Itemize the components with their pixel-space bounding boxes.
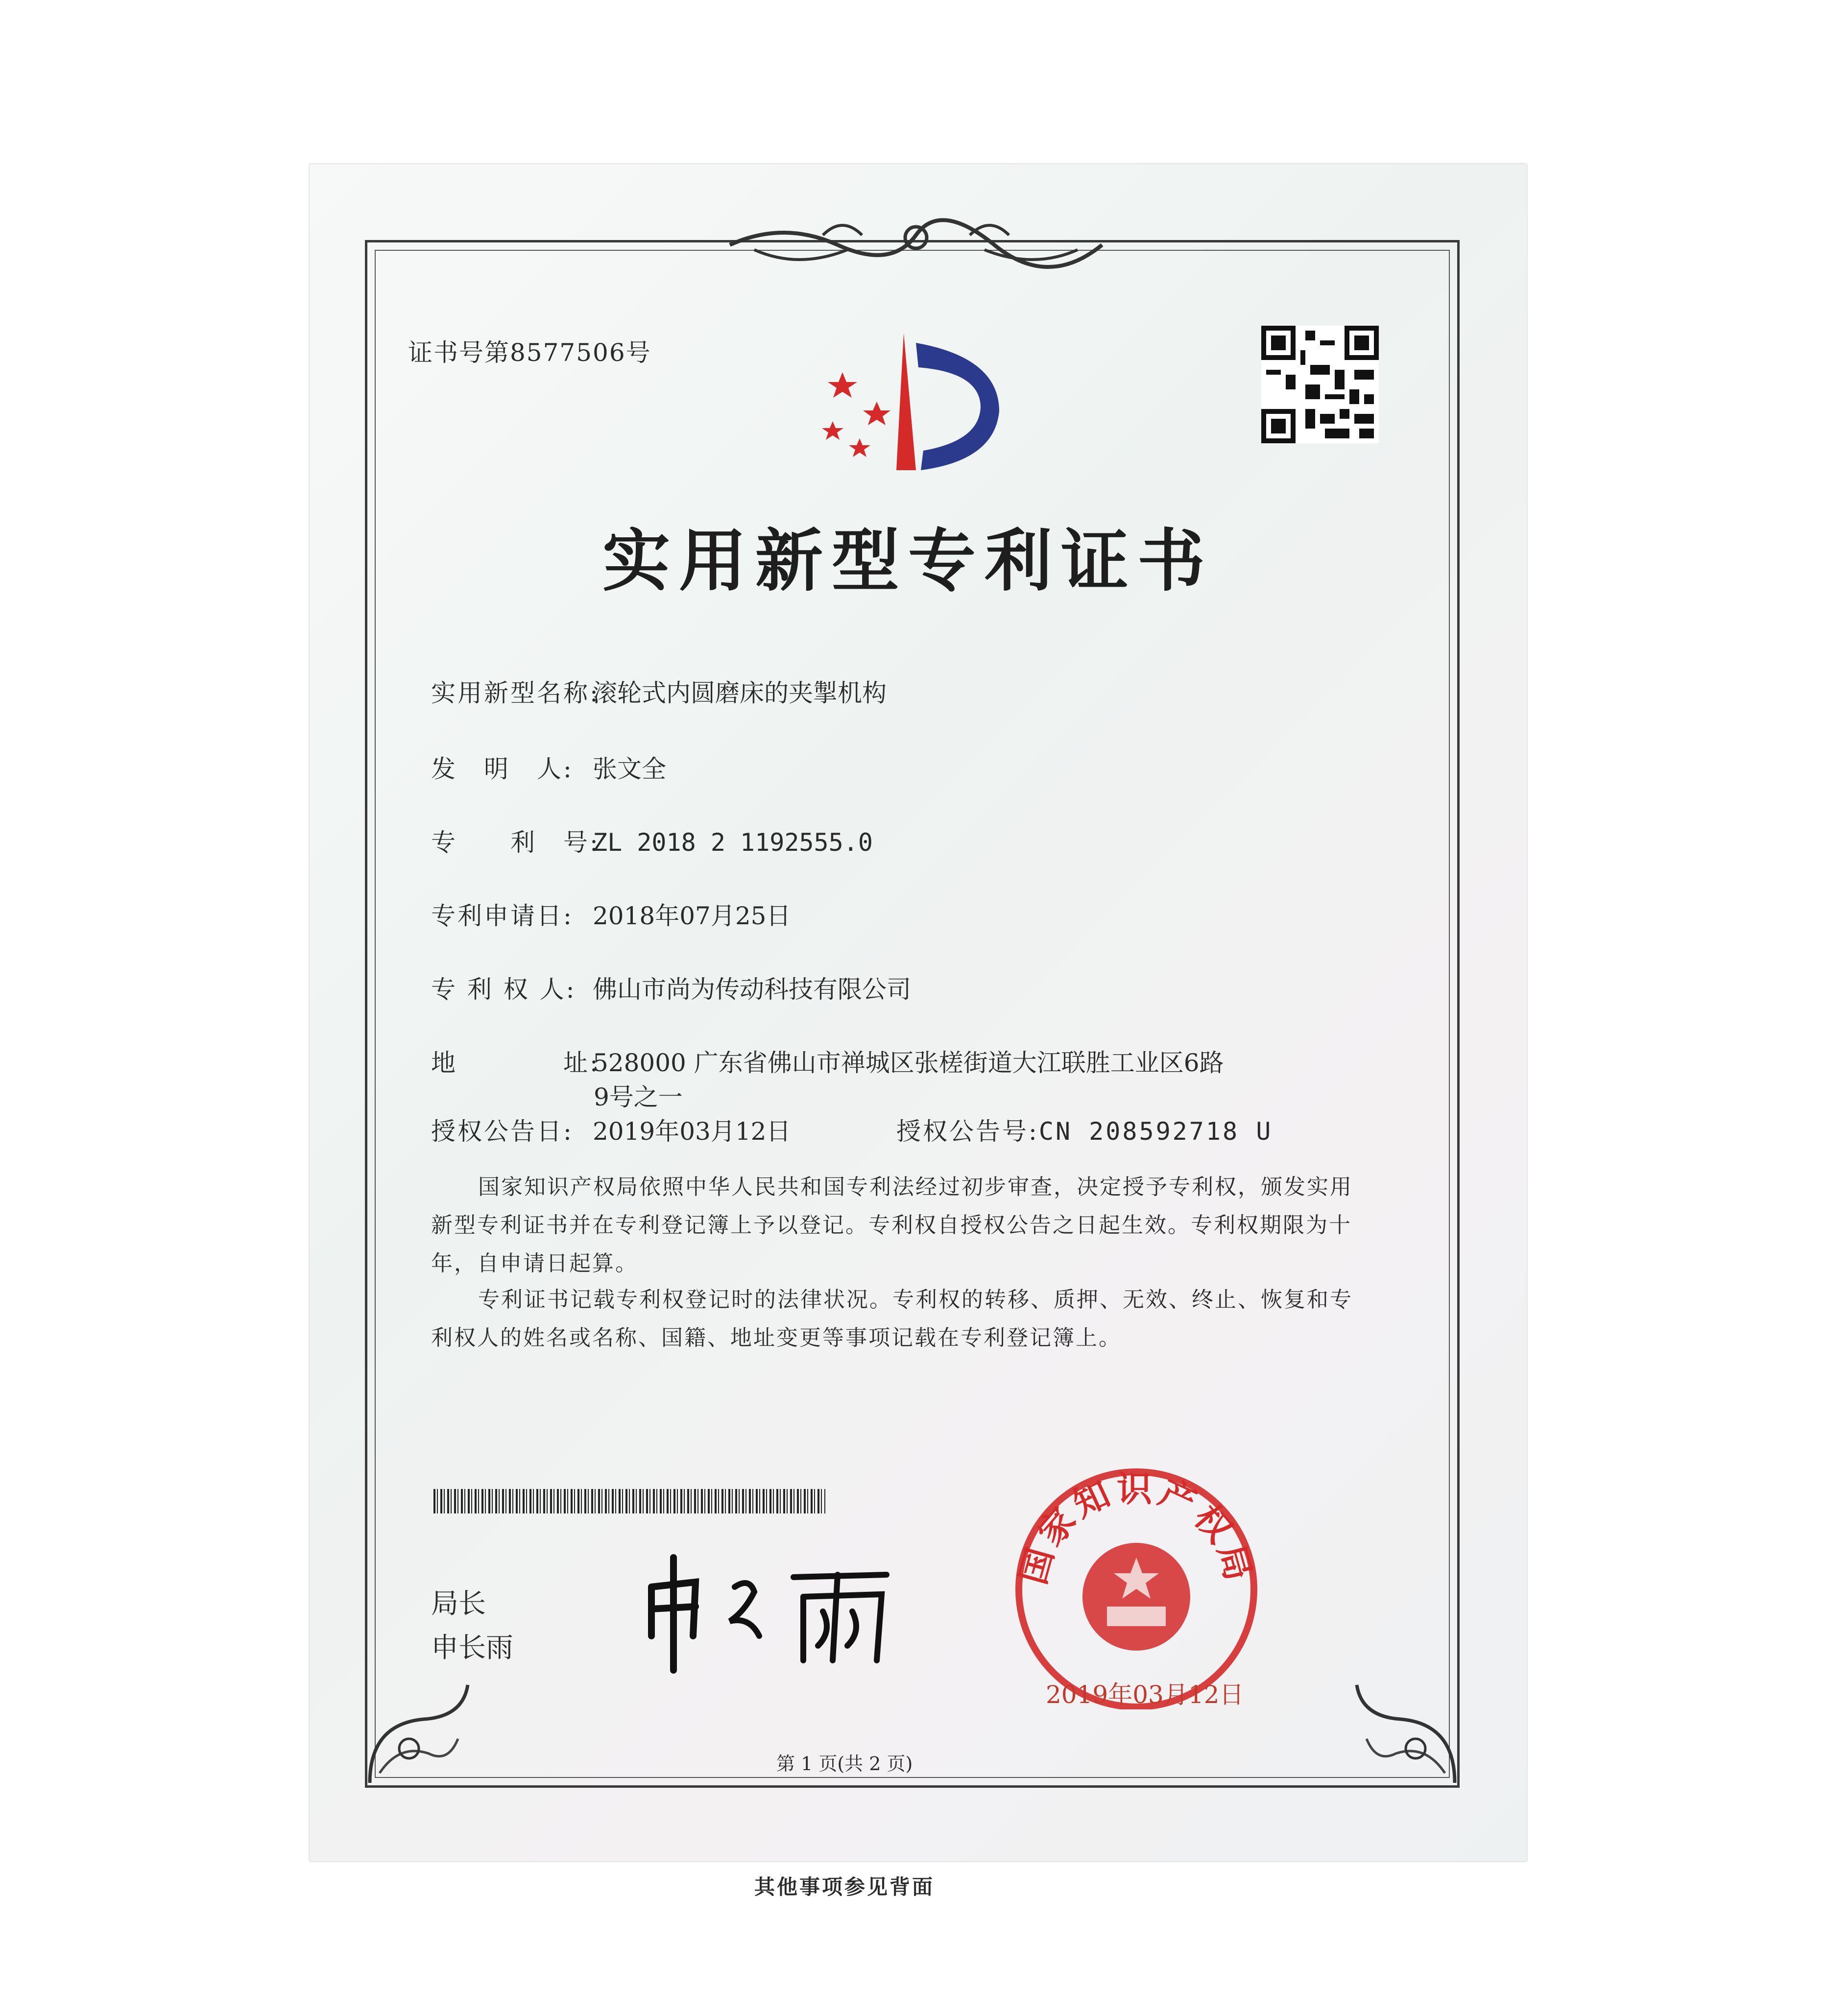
signature-icon — [632, 1548, 906, 1675]
field-label: 专利申请日: — [431, 902, 574, 930]
qr-code-icon — [1261, 326, 1379, 443]
field-label: 授权公告号: — [896, 1117, 1039, 1146]
field-inventor — [431, 749, 666, 785]
field-application-date — [431, 896, 791, 932]
field-value: ZL 2018 2 1192555.0 — [593, 828, 873, 857]
certificate-title: 实用新型专利证书 — [602, 522, 1214, 600]
seal-text: 国家知识产权局 — [1012, 1468, 1261, 1589]
certificate-number: 证书号第8577506号 — [408, 338, 651, 367]
field-label: 发 明 人: — [431, 755, 574, 783]
ornament-bottom-right-icon — [1332, 1675, 1460, 1788]
field-label: 授权公告日: — [431, 1117, 574, 1146]
field-value: 张文全 — [593, 755, 666, 783]
field-utility-model-name — [431, 673, 887, 709]
field-value: 滚轮式内圆磨床的夹掣机构 — [593, 679, 887, 707]
page-indicator: 第 1 页(共 2 页) — [776, 1753, 913, 1775]
field-label: 专 利 权 人: — [431, 975, 577, 1004]
certificate-inner-border — [375, 250, 1450, 1778]
field-label: 专 利 号: — [431, 828, 600, 857]
field-grant-publication-number — [896, 1112, 1273, 1147]
field-value: 佛山市尚为传动科技有限公司 — [593, 975, 911, 1004]
footer-note: 其他事项参见背面 — [754, 1875, 935, 1899]
ornament-bottom-left-icon — [365, 1675, 492, 1788]
address-line-2: 9号之一 — [594, 1083, 683, 1111]
field-patentee — [431, 970, 911, 1005]
field-patent-number — [431, 823, 873, 858]
field-value: 2018年07月25日 — [593, 902, 791, 930]
field-value: CN 208592718 U — [1038, 1117, 1273, 1146]
director-name: 申长雨 — [431, 1632, 513, 1664]
field-label: 地 址: — [431, 1049, 600, 1077]
seal-icon — [1009, 1464, 1264, 1709]
ornament-top-icon — [725, 216, 1107, 274]
field-grant-date — [431, 1112, 791, 1147]
field-value: 528000 广东省佛山市禅城区张槎街道大江联胜工业区6路 — [593, 1049, 1224, 1077]
director-title: 局长 — [431, 1588, 486, 1620]
field-label: 实用新型名称: — [431, 679, 600, 707]
field-address — [431, 1043, 1224, 1079]
seal-date: 2019年03月12日 — [1046, 1680, 1244, 1709]
patent-office-logo-icon — [803, 328, 1009, 475]
paragraph-grant-statement: 国家知识产权局依照中华人民共和国专利法经过初步审查，决定授予专利权，颁发实用新型专利证书并在专利登记簿上予以登记。专利权自授权公告之日起生效。专利权期限为十年，自申请日起算。 — [431, 1175, 1353, 1276]
paragraph-legal-status: 专利证书记载专利权登记时的法律状况。专利权的转移、质押、无效、终止、恢复和专利权人的姓名或名称、国籍、地址变更等事项记载在专利登记簿上。 — [431, 1287, 1353, 1350]
barcode-icon — [433, 1489, 825, 1513]
field-value: 2019年03月12日 — [593, 1117, 791, 1146]
